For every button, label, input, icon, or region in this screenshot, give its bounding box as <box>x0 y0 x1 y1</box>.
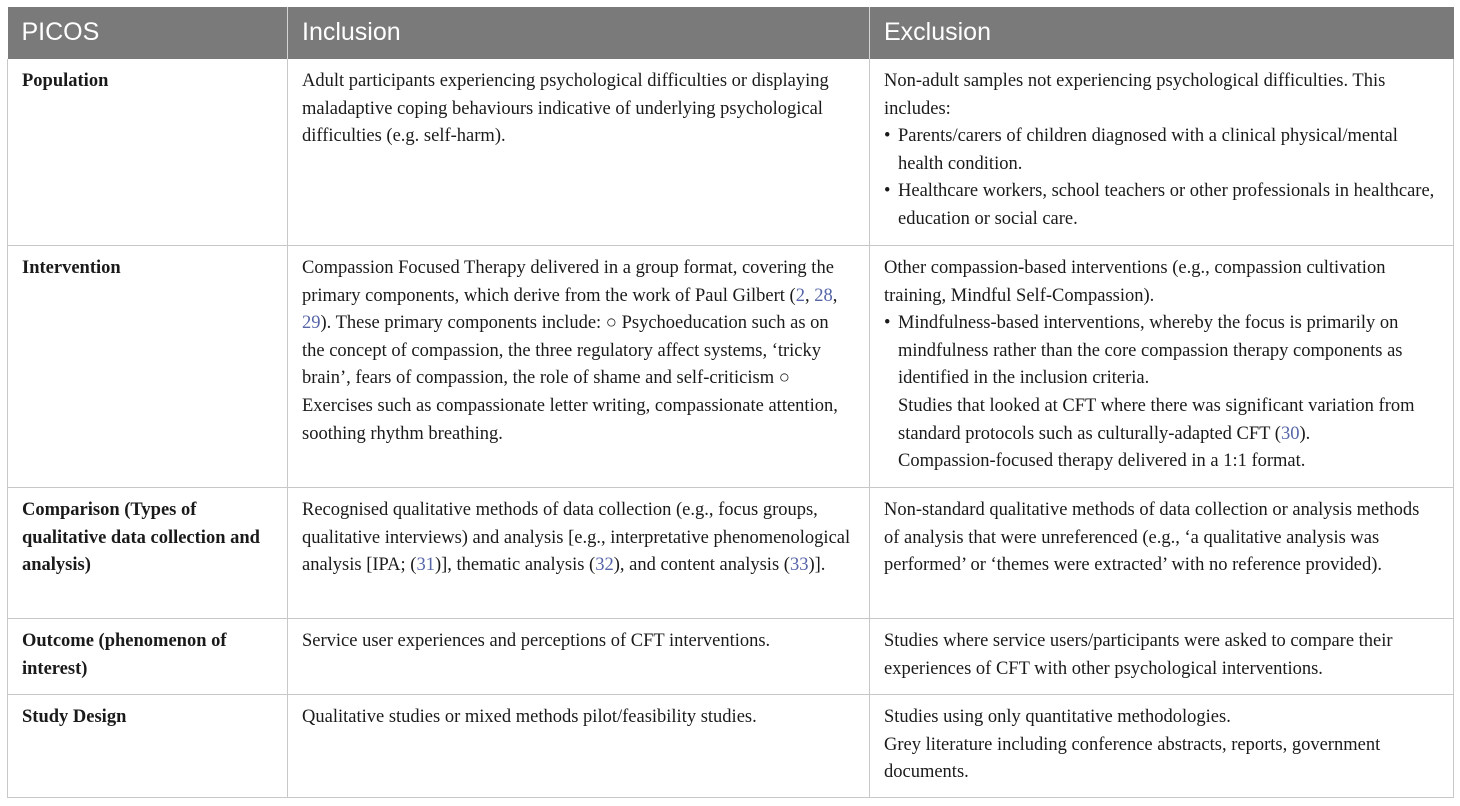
inclusion-text: Recognised qualitative methods of data collection (e.g., focus groups, qualitative interviews) and analysis [e.g., interpretative phenomenological analysis [IPA; ( <box>302 500 851 576</box>
exclusion-cell <box>870 59 1454 246</box>
reference-link[interactable]: 33 <box>789 555 809 576</box>
picos-cell: Outcome (phenomenon of interest) <box>8 619 288 695</box>
reference-link[interactable]: 31 <box>416 555 435 576</box>
table-row-intervention <box>8 246 1454 488</box>
picos-table-container <box>7 7 1453 798</box>
header-exclusion: Exclusion <box>870 7 1454 59</box>
header-inclusion: Inclusion <box>288 7 870 59</box>
exclusion-cell: Studies where service users/participants were asked to compare their experiences of CFT with other psychological interventions. <box>870 619 1454 695</box>
reference-link[interactable]: 28 <box>814 285 833 306</box>
picos-cell: Study Design <box>8 695 288 798</box>
inclusion-cell: Qualitative studies or mixed methods pilot/feasibility studies. <box>288 695 870 798</box>
inclusion-cell: Compassion Focused Therapy delivered in a group format, covering the primary components, which derive from the work of Paul Gilbert (2, 28, 29). These primary components include: ○ Psychoeducation such as on the concept of compassion, the three regulatory affect systems, ‘tricky brain’, fears of compassion, the role of shame and self-criticism ○ Exercises such as compassionate letter writing, compassionate attention, soothing rhythm breathing. <box>288 246 870 488</box>
exclusion-cell <box>870 695 1454 798</box>
exclusion-continuation: Compassion-focused therapy delivered in a 1:1 format. <box>898 451 1306 472</box>
table-row-outcome <box>8 619 1454 695</box>
exclusion-bullet: • Mindfulness-based interventions, whereby the focus is primarily on mindfulness rather than the core compassion therapy components as identified in the inclusion criteria. <box>884 310 1439 393</box>
exclusion-cell <box>870 246 1454 488</box>
exclusion-continuation <box>884 393 1439 448</box>
picos-table <box>7 7 1454 798</box>
inclusion-text: ). These primary components include: ○ Psychoeducation such as on the concept of compassion, the three regulatory affect systems, ‘tricky brain’, fears of compassion, the role of shame and self-criticism ○ Exercises such as compassionate letter writing, compassionate attention, soothing rhythm breathing. <box>302 313 838 444</box>
inclusion-cell <box>288 488 870 619</box>
table-row-comparison <box>8 488 1454 619</box>
exclusion-intro: Non-adult samples not experiencing psychological difficulties. This includes: <box>884 71 1386 119</box>
exclusion-intro: Other compassion-based interventions (e.g., compassion cultivation training, Mindful Self-Compassion). <box>884 258 1386 306</box>
exclusion-line: Grey literature including conference abstracts, reports, government documents. <box>884 734 1381 783</box>
inclusion-text: ), and content analysis ( <box>613 555 790 576</box>
picos-cell: Comparison (Types of qualitative data collection and analysis) <box>8 488 288 619</box>
reference-link[interactable]: 32 <box>595 555 614 576</box>
inclusion-text: )], thematic analysis ( <box>434 555 596 576</box>
picos-cell: Population <box>8 59 288 246</box>
table-header <box>8 7 1454 59</box>
inclusion-text: )]. <box>808 555 826 576</box>
table-body <box>8 59 1454 798</box>
reference-link[interactable]: 2 <box>795 285 805 306</box>
picos-cell: Intervention <box>8 246 288 488</box>
table-row-population <box>8 59 1454 246</box>
reference-link[interactable]: 30 <box>1280 423 1300 444</box>
inclusion-cell: Service user experiences and perceptions of CFT interventions. <box>288 619 870 695</box>
table-row-study-design <box>8 695 1454 798</box>
exclusion-cell: Non-standard qualitative methods of data collection or analysis methods of analysis that were unreferenced (e.g., ‘a qualitative analysis was performed’ or ‘themes were extracted’ with no reference provided). <box>870 488 1454 619</box>
exclusion-line: Studies using only quantitative methodologies. <box>884 707 1231 727</box>
header-picos: PICOS <box>8 7 288 59</box>
exclusion-bullet: • Healthcare workers, school teachers or other professionals in healthcare, education or social care. <box>884 178 1439 233</box>
inclusion-cell: Adult participants experiencing psychological difficulties or displaying maladaptive coping behaviours indicative of underlying psychological difficulties (e.g. self-harm). <box>288 59 870 246</box>
exclusion-text: Studies that looked at CFT where there was significant variation from standard protocols such as culturally-adapted CFT ( <box>898 395 1415 444</box>
inclusion-text: Compassion Focused Therapy delivered in a group format, covering the primary components, which derive from the work of Paul Gilbert ( <box>302 258 834 306</box>
header-row <box>8 7 1454 59</box>
exclusion-text: ). <box>1299 423 1311 444</box>
reference-link[interactable]: 29 <box>302 313 321 334</box>
exclusion-bullet: • Parents/carers of children diagnosed with a clinical physical/mental health condition. <box>884 123 1439 178</box>
